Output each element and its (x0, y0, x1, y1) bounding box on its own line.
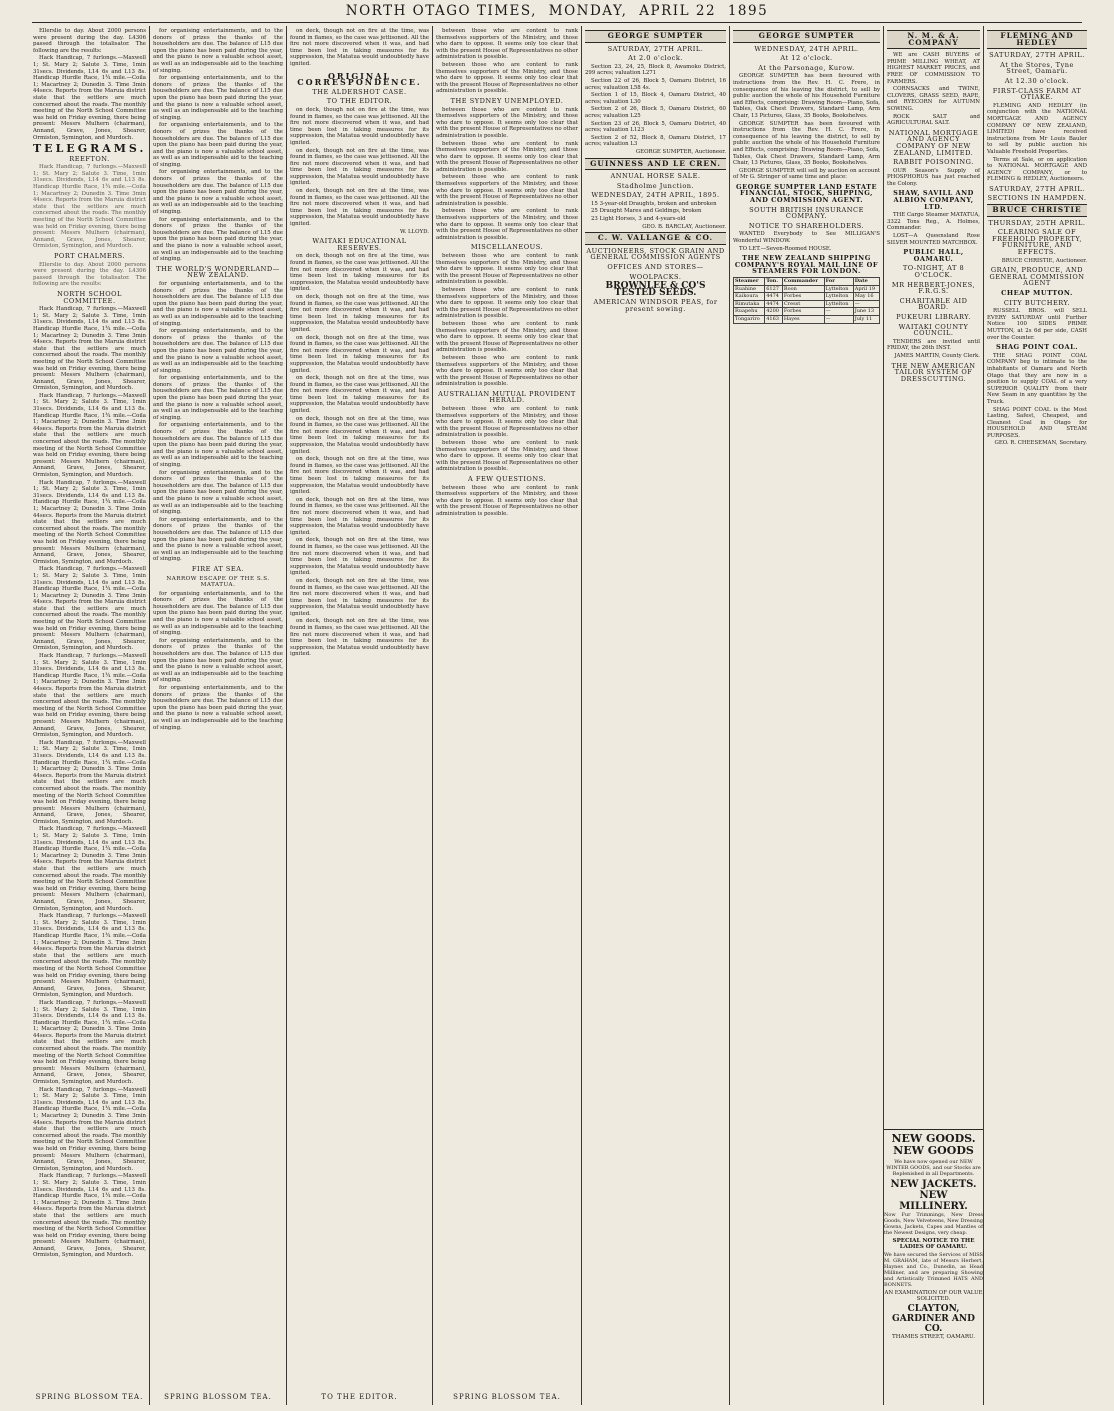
to-let-ad: TO LET.—Seven-Roomed HOUSE. (739, 245, 832, 252)
cell: 4474 (765, 300, 783, 308)
cell: April 19 (853, 285, 879, 293)
cell: 4474 (765, 293, 783, 301)
column-5 (582, 28, 729, 1411)
racing-intro: Ellerslie to day. About 2000 persons were present during the day. L4306 passed through the totalisator. The following are the results: (33, 28, 146, 54)
cornsacks: CORNSACKS and TWINE, CLOVERS, GRASS SEED, RAPE, and RYECORN for AUTUMN SOWING. (887, 86, 980, 112)
sydney-body-2: between those who are content to rank themselves supporters of the Ministry, and those who dare to oppose. It seems only too clear that with the present House of Representatives no other administration is possible. (436, 140, 578, 173)
waitaki-body-6: on deck, though not on fire at the time, was found in flames, so the case was jettisoned. All the fire not more discovered when it was, and had time been lost in taking measures for its suppression, the Matatua would undoubtedly have ignited. (290, 456, 429, 496)
letter-body-3: on deck, though not on fire at the time, was found in flames, so the case was jettisoned. All the fire not more discovered when it was, and had time been lost in taking measures for its suppression, the Matatua would undoubtedly have ignited. (290, 188, 429, 228)
sections-hampden: SECTIONS IN HAMPDEN. (987, 194, 1087, 203)
paper-name: NORTH OTAGO TIMES, (345, 3, 537, 19)
section-6: Section 2 of 52, Block 8, Oamaru District, 17 acres; valuation L3 (585, 134, 726, 148)
county-clerk: JAMES MARTIN, County Clerk. (894, 352, 980, 359)
mutual-body-1: between those who are content to rank themselves supporters of the Ministry, and those who dare to oppose. It seems only too clear that with the present House of Representatives no other administration is possible. (436, 406, 578, 439)
table-row (734, 300, 880, 308)
waitaki-body-10: on deck, though not on fire at the time, was found in flames, so the case was jettisoned. All the fire not more discovered when it was, and had time been lost in taking measures for its suppression, the Matatua would undoubtedly have ignited. (290, 618, 429, 658)
new-goods-para2: We have secured the Services of MISS M. GRAHAM, late of Messrs Herbert, Haynes and Co., Dunedin, as Head Milliner, and are preparing Showing and Artistically Trimmed HATS AND BONNETS. (884, 1252, 983, 1288)
reefton-heading: REEFTON. (69, 154, 110, 163)
cell: Lyttelton (824, 300, 853, 308)
section-3: Section 1 of 15, Block 4, Oamaru District, 40 acres; valuation L30 (585, 92, 726, 105)
school-body-9: Hack Handicap, 7 furlongs.—Maxwell 1; St. Mary 2; Salute 3. Time, 1min 31secs. Dividends, L14 6s and L13 8s. Handicap Hurdle Race, 1¾ mile.—Coila 1; Macartney 2; Dunedin 3. Time 3min 44secs. Reports from the Maruia district state that the settlers are much concerned about the roads. The monthly meeting of the North School Committee was held on Friday evening, there being present: Messrs Mulhern (chairman), Annand, Grave, Jones, Shearer, Ormiston, Symington, and Murdoch. (33, 999, 146, 1086)
shipping-table (733, 277, 880, 324)
sydney-body-3: between those who are content to rank themselves supporters of the Ministry, and those who dare to oppose. It seems only too clear that with the present House of Representatives no other administration is possible. (436, 174, 578, 207)
shag-point-heading: SHAG POINT COAL. (995, 343, 1079, 352)
col-for: For (824, 278, 853, 286)
new-goods-subtitle: We have now opened our NEW WINTER GOODS, and our Stocks are Replenished in all Departments. (886, 1159, 981, 1177)
waitaki-body-3: on deck, though not on fire at the time, was found in flames, so the case was jettisoned. All the fire not more discovered when it was, and had time been lost in taking measures for its suppression, the Matatua would undoubtedly have ignited. (290, 334, 429, 374)
section-2: Section 22 of 26, Block 5, Oamaru District, 16 acres; valuation L58 4s. (585, 77, 726, 91)
misc-body-3: between those who are content to rank themselves supporters of the Ministry, and those who dare to oppose. It seems only too clear that with the present House of Representatives no other administration is possible. (436, 320, 578, 354)
reefton-body: Hack Handicap, 7 furlongs.—Maxwell 1; St. Mary 2; Salute 3. Time, 1min 31secs. Dividends, L14 6s and L13 8s. Handicap Hurdle Race, 1¾ mile.—Coila 1; Macartney 2; Dunedin 3. Time 3min 44secs. Reports from the Maruia district state that the settlers are much concerned about the roads. The monthly meeting of the North School Committee was held on Friday evening, there being present: Messrs Mulhern (chairman), Annand, Grave, Jones, Shearer, Ormiston, Symington, and Murdoch. (33, 164, 146, 250)
new-jackets: NEW JACKETS. (890, 1179, 977, 1190)
fleming-terms: Terms at Sale, or on application to NATIONAL MORTGAGE AND AGENCY COMPANY, or to FLEMING & HEDLEY, Auctioneers. (987, 156, 1087, 183)
city-butchery: CITY BUTCHERY. (1003, 298, 1071, 307)
worlds-wonderland-heading: THE WORLD'S WONDERLAND—NEW ZEALAND. (156, 264, 280, 280)
misc-body-2: between those who are content to rank themselves supporters of the Ministry, and those who dare to oppose. It seems only too clear that with the present House of Representatives no other administration is possible. (436, 286, 578, 320)
section-4: Section 2 of 26, Block 5, Oamaru District, 60 acres; valuation L25 (585, 106, 726, 119)
christie-date: THURSDAY, 25TH APRIL. (988, 218, 1086, 227)
sumpter-agent: GEORGE SUMPTER, Auctioneer. (635, 148, 726, 155)
section-1: Section 23, 24, 25, Block 8, Awamoko District, 299 acres; valuation L271 (585, 63, 726, 77)
waitaki-body-1: on deck, though not on fire at the time, was found in flames, so the case was jettisoned. All the fire not more discovered when it was, and had time been lost in taking measures for its suppression, the Matatua would undoubtedly have ignited. (290, 253, 429, 293)
cell: Boon (782, 285, 824, 293)
column-1 (30, 28, 149, 1403)
shag-body: THE SHAG POINT COAL COMPANY beg to intimate to the inhabitants of Oamaru and North Otago that they are now in a position to supply COAL of a very SUPERIOR QUALITY from their New Seam in any quantities by the Truck. (987, 352, 1087, 405)
committee-body-2: for organising entertainments, and to the donors of prizes the thanks of the householders are due. The balance of L15 due upon the piano has been paid during the year, and the piano is now a valuable school asset, as well as an indispensable aid to the teaching of singing. (153, 75, 283, 121)
waitaki-body-8: on deck, though not on fire at the time, was found in flames, so the case was jettisoned. All the fire not more discovered when it was, and had time been lost in taking measures for its suppression, the Matatua would undoubtedly have ignited. (290, 537, 429, 577)
clearing-sale: CLEARING SALE OF FREEHOLD PROPERTY, FURNITURE, AND EFFECTS. (992, 228, 1082, 257)
firm-name: CLAYTON, GARDINER AND CO. (892, 1304, 975, 1334)
wonderland-body-6: for organising entertainments, and to the donors of prizes the thanks of the householders are due. The balance of L15 due upon the piano has been paid during the year, and the piano is now a valuable school asset, as well as an indispensable aid to the teaching of singing. (153, 516, 283, 563)
school-body-5: Hack Handicap, 7 furlongs.—Maxwell 1; St. Mary 2; Salute 3. Time, 1min 31secs. Dividends, L14 6s and L13 8s. Handicap Hurdle Race, 1¾ mile.—Coila 1; Macartney 2; Dunedin 3. Time 3min 44secs. Reports from the Maruia district state that the settlers are much concerned about the roads. The monthly meeting of the North School Committee was held on Friday evening, there being present: Messrs Mulhern (chairman), Annand, Grave, Jones, Shearer, Ormiston, Symington, and Murdoch. (33, 653, 146, 739)
fleming-date: SATURDAY, 27TH APRIL. (989, 51, 1085, 60)
wonderland-body-1: for organising entertainments, and to the donors of prizes the thanks of the householders are due. The balance of L15 due upon the piano has been paid during the year, and the piano is now a valuable school asset, as well as an indispensable aid to the teaching of singing. (153, 280, 283, 327)
furniture-body-2: GEORGE SUMPTER has been favoured with instructions from the Rev. H. C. Frere, in consequence of his leaving the district, to sell by public auction the whole of his Household Furniture and Effects, comprising: Drawing Room—Piano, Sofa, Tables, Oak Chest Drawers, Standard Lamp, Arm Chair, 13 Pictures, Glass, 35 Books, Bookshelves. (733, 120, 880, 167)
dividend-heading: NOTICE TO SHAREHOLDERS. (748, 221, 865, 230)
committee-body-1: for organising entertainments, and to the donors of prizes the thanks of the householders are due. The balance of L15 due upon the piano has been paid during the year, and the piano is now a valuable school asset, as well as an indispensable aid to the teaching of singing. (153, 28, 283, 74)
cell: — (853, 300, 879, 308)
special-notice: SPECIAL NOTICE TO THE LADIES OF OAMARU. (892, 1238, 975, 1250)
furniture-body: GEORGE SUMPTER has been favoured with instructions from the Rev. H. C. Frere, in consequence of his leaving the district, to sell by public auction the whole of his Household Furniture and Effects, comprising: Drawing Room—Piano, Sofa, Tables, Oak Chest Drawers, Standard Lamp, Arm Chair, 13 Pictures, Glass, 35 Books, Bookshelves. (733, 73, 880, 119)
school-body-2: Hack Handicap, 7 furlongs.—Maxwell 1; St. Mary 2; Salute 3. Time, 1min 31secs. Dividends, L14 6s and L13 8s. Handicap Hurdle Race, 1¾ mile.—Coila 1; Macartney 2; Dunedin 3. Time 3min 44secs. Reports from the Maruia district state that the settlers are much concerned about the roads. The monthly meeting of the North School Committee was held on Friday evening, there being present: Messrs Mulhern (chairman), Annand, Grave, Jones, Shearer, Ormiston, Symington, and Murdoch. (33, 392, 146, 478)
sumpter-header-2: GEORGE SUMPTER (733, 30, 880, 43)
col2-footer: SPRING BLOSSOM TEA. (164, 1393, 272, 1401)
col1-footer: SPRING BLOSSOM TEA. (35, 1393, 144, 1401)
tenders: TENDERS are invited until FRIDAY, the 26th INST. (887, 338, 980, 352)
issue-date: APRIL 22 (639, 3, 717, 19)
sydney-unemployed-heading: THE SYDNEY UNEMPLOYED. (450, 96, 564, 105)
col3-footer: TO THE EDITOR. (321, 1393, 398, 1401)
nma-header: N. M. & A. COMPANY (887, 30, 980, 49)
cell: Ruapehu (734, 308, 765, 316)
guinness-lot-1: 15 3-year-old Draughts, broken and unbroken (591, 200, 717, 207)
stringer-body: GEORGE SUMPTER will sell by auction on account of Mr G. Stringer of same time and place: (733, 167, 880, 181)
issue-year: 1895 (727, 3, 769, 19)
port-chalmers-heading: PORT CHALMERS. (53, 252, 126, 260)
shipping-heading: THE NEW ZEALAND SHIPPING COMPANY'S ROYAL MAIL LINE OF STEAMERS FOR LONDON. (734, 254, 879, 276)
matatua-cargo: THE Cargo Steamer MATATUA, 3322 Tons Reg., A. Holmes, Commander. (887, 212, 980, 232)
vallange-header: C. W. VALLANGE & CO. (585, 232, 726, 245)
new-goods-ad (884, 1129, 983, 1403)
first-class-farm: FIRST-CLASS FARM AT OTIAKE. (992, 86, 1082, 102)
south-british-heading: SOUTH BRITISH INSURANCE COMPANY. (749, 205, 864, 221)
waitaki-body-4: on deck, though not on fire at the time, was found in flames, so the case was jettisoned. All the fire not more discovered when it was, and had time been lost in taking measures for its suppression, the Matatua would undoubtedly have ignited. (290, 375, 429, 415)
shag-household: SHAG POINT COAL is the Most Lasting, Safest, Cheapest, and Cleanest Coal in Otago for HOUSEHOLD AND STEAM PURPOSES. (987, 406, 1087, 439)
cell: Hayes (782, 315, 824, 323)
miscellaneous-heading: MISCELLANEOUS. (470, 243, 544, 252)
fire-body-2: for organising entertainments, and to the donors of prizes the thanks of the householders are due. The balance of L15 due upon the piano has been paid during the year, and the piano is now a valuable school asset, as well as an indispensable aid to the teaching of singing. (153, 637, 283, 684)
fire-at-sea-heading: FIRE AT SEA. (191, 564, 245, 573)
nma-name: NATIONAL MORTGAGE AND AGENCY COMPANY OF NEW ZEALAND, LIMITED. (888, 128, 979, 157)
school-body-3: Hack Handicap, 7 furlongs.—Maxwell 1; St. Mary 2; Salute 3. Time, 1min 31secs. Dividends, L14 6s and L13 8s. Handicap Hurdle Race, 1¾ mile.—Coila 1; Macartney 2; Dunedin 3. Time 3min 44secs. Reports from the Maruia district state that the settlers are much concerned about the roads. The monthly meeting of the North School Committee was held on Friday evening, there being present: Messrs Mulhern (chairman), Annand, Grave, Jones, Shearer, Ormiston, Symington, and Murdoch. (33, 479, 146, 565)
sumpter-date: SATURDAY, 27TH APRIL. (607, 44, 704, 53)
cell: Kaikoura (734, 293, 765, 301)
vallange-office: OFFICES AND STORES— (607, 263, 704, 272)
section-5: Section 23 of 26, Block 5, Oamaru District, 40 acres; valuation L123 (585, 120, 726, 134)
school-body-8: Hack Handicap, 7 furlongs.—Maxwell 1; St. Mary 2; Salute 3. Time, 1min 31secs. Dividends, L14 6s and L13 8s. Handicap Hurdle Race, 1¾ mile.—Coila 1; Macartney 2; Dunedin 3. Time 3min 44secs. Reports from the Maruia district state that the settlers are much concerned about the roads. The monthly meeting of the North School Committee was held on Friday evening, there being present: Messrs Mulhern (chairman), Annand, Grave, Jones, Shearer, Ormiston, Symington, and Murdoch. (33, 913, 146, 999)
phosphorus: OUR Season's Supply of PHOSPHORUS has just reached the Colony. (887, 167, 980, 187)
guinness-sign: GEO. B. BARCLAY, Auctioneer. (642, 223, 726, 230)
waitaki-county-heading: WAITAKI COUNTY COUNCIL. (898, 322, 969, 338)
fire-body-1: for organising entertainments, and to the donors of prizes the thanks of the householders are due. The balance of L15 due upon the piano has been paid during the year, and the piano is now a valuable school asset, as well as an indispensable aid to the teaching of singing. (153, 590, 283, 637)
school-committee-heading: NORTH SCHOOL COMMITTEE. (57, 289, 122, 305)
fleming-time: At 12.30 o'clock. (1004, 76, 1070, 85)
masthead (0, 0, 1114, 22)
aldershot-heading: THE ALDERSHOT CASE. (312, 87, 407, 96)
col-tons: Ton. (765, 278, 783, 286)
rabbit-heading: RABBIT POISONING. (893, 158, 974, 167)
to-editor-heading: TO THE EDITOR. (326, 97, 393, 106)
column-4 (433, 28, 581, 1403)
day-name: MONDAY, (548, 3, 628, 19)
waitaki-heading: WAITAKI EDUCATIONAL RESERVES. (312, 237, 407, 252)
fleming-date-2: SATURDAY, 27TH APRIL. (989, 184, 1085, 193)
lost-ad: LOST—A Queensland Rose SILVER MOUNTED MATCHBOX. (887, 233, 980, 246)
cell: — (824, 315, 853, 323)
guinness-lot-3: 23 Light Horses, 3 and 4-years-old (591, 216, 686, 223)
sale-time: At 12 o'clock. (780, 54, 833, 63)
cell: — (824, 308, 853, 316)
original-correspondence-heading: ORIGINAL CORRESPONDENCE. (297, 70, 422, 88)
shag-secretary: GEO. R. CHEESEMAN, Secretary. (994, 440, 1087, 447)
mutual-body-2: between those who are content to rank themselves supporters of the Ministry, and those who dare to oppose. It seems only too clear that with the present House of Representatives no other administration is possible. (436, 440, 578, 473)
column-3 (287, 28, 432, 1403)
col-steamer: Steamer (734, 278, 765, 286)
cell: Ruahine (734, 285, 765, 293)
tailor-system: THE NEW AMERICAN TAILOR SYSTEM OF DRESSCUTTING. (891, 361, 976, 383)
col4-footer: SPRING BLOSSOM TEA. (453, 1393, 561, 1401)
narrow-escape-heading: NARROW ESCAPE OF THE S.S. MATATUA. (166, 575, 270, 589)
christie-header: BRUCE CHRISTIE (987, 204, 1087, 217)
school-body-6: Hack Handicap, 7 furlongs.—Maxwell 1; St. Mary 2; Salute 3. Time, 1min 31secs. Dividends, L14 6s and L13 8s. Handicap Hurdle Race, 1¾ mile.—Coila 1; Macartney 2; Dunedin 3. Time 3min 44secs. Reports from the Maruia district state that the settlers are much concerned about the roads. The monthly meeting of the North School Committee was held on Friday evening, there being present: Messrs Mulhern (chairman), Annand, Grave, Jones, Shearer, Ormiston, Symington, and Murdoch. (33, 739, 146, 825)
cell: May 16 (853, 293, 879, 301)
ministry-body-2: between those who are content to rank themselves supporters of the Ministry, and those who dare to oppose. It seems only too clear that with the present House of Representatives no other administration is possible. (436, 61, 578, 95)
wonderland-body-3: for organising entertainments, and to the donors of prizes the thanks of the householders are due. The balance of L15 due upon the piano has been paid during the year, and the piano is now a valuable school asset, as well as an indispensable aid to the teaching of singing. (153, 375, 283, 421)
committee-body-5: for organising entertainments, and to the donors of prizes the thanks of the householders are due. The balance of L15 due upon the piano has been paid during the year, and the piano is now a valuable school asset, as well as an indispensable aid to the teaching of singing. (153, 216, 283, 263)
guinness-lot-2: 25 Draught Mares and Geldings, broken (591, 208, 702, 215)
committee-body-3: for organising entertainments, and to the donors of prizes the thanks of the householders are due. The balance of L15 due upon the piano has been paid during the year, and the piano is now a valuable school asset, as well as an indispensable aid to the teaching of singing. (153, 122, 283, 168)
woolpacks-heading: WOOLPACKS. (629, 272, 682, 281)
sale-place: At the Parsonage, Kurow. (758, 63, 855, 72)
table-row (734, 315, 880, 323)
letter-signature: W. LLOYD. (399, 228, 429, 235)
table-row (734, 293, 880, 301)
misc-body-1: between those who are content to rank themselves supporters of the Ministry, and those who dare to oppose. It seems only too clear that with the present House of Representatives no other administration is possible. (436, 253, 578, 286)
cell: June 13 (853, 308, 879, 316)
cell: July 11 (853, 315, 879, 323)
cell: Rimutaka (734, 300, 765, 308)
public-hall: PUBLIC HALL, OAMARU. (903, 248, 964, 263)
guinness-place: Stadholme Junction. (616, 181, 695, 190)
new-millinery: NEW MILLINERY. (899, 1190, 968, 1212)
table-row (734, 308, 880, 316)
school-body-7: Hack Handicap, 7 furlongs.—Maxwell 1; St. Mary 2; Salute 3. Time, 1min 31secs. Dividends, L14 6s and L13 8s. Handicap Hurdle Race, 1¾ mile.—Coila 1; Macartney 2; Dunedin 3. Time 3min 44secs. Reports from the Maruia district state that the settlers are much concerned about the roads. The monthly meeting of the North School Committee was held on Friday evening, there being present: Messrs Mulhern (chairman), Annand, Grave, Jones, Shearer, Ormiston, Symington, and Murdoch. (33, 826, 146, 912)
table-row (734, 285, 880, 293)
masthead-rule (32, 22, 1082, 23)
guinness-date: WEDNESDAY, 24TH APRIL, 1895. (591, 191, 720, 200)
committee-body-4: for organising entertainments, and to the donors of prizes the thanks of the householders are due. The balance of L15 due upon the piano has been paid during the year, and the piano is now a valuable school asset, as well as an indispensable aid to the teaching of singing. (153, 169, 283, 216)
shaw-savill: SHAW, SAVILL AND ALBION COMPANY, LTD. (893, 189, 974, 211)
land-agent-heading: GEORGE SUMPTER LAND ESTATE FINANCIAL, STOCK, SHIPPING, AND COMMISSION AGENT. (735, 182, 878, 205)
column-6 (730, 28, 883, 1411)
cell: 4163 (765, 315, 783, 323)
wonderland-body-2: for organising entertainments, and to the donors of prizes the thanks of the householders are due. The balance of L15 due upon the piano has been paid during the year, and the piano is now a valuable school asset, as well as an indispensable aid to the teaching of singing. (153, 328, 283, 374)
waitaki-body-9: on deck, though not on fire at the time, was found in flames, so the case was jettisoned. All the fire not more discovered when it was, and had time been lost in taking measures for its suppression, the Matatua would undoubtedly have ignited. (290, 577, 429, 617)
rock-salt: ROCK SALT and AGRICULTURAL SALT. (887, 113, 980, 127)
wonderland-body-4: for organising entertainments, and to the donors of prizes the thanks of the householders are due. The balance of L15 due upon the piano has been paid during the year, and the piano is now a valuable school asset, as well as an indispensable aid to the teaching of singing. (153, 422, 283, 468)
pukeuri-heading: PUKEURI LIBRARY. (896, 312, 971, 321)
grain-agent: GRAIN, PRODUCE, AND GENERAL COMMISSION AGENT (989, 266, 1085, 288)
tonight: TO-NIGHT, AT 8 O'CLOCK. (902, 264, 965, 279)
misc-body-4: between those who are content to rank themselves supporters of the Ministry, and those who dare to oppose. It seems only too clear that with the present House of Representatives no other administration is possible. (436, 354, 578, 388)
matatua-body: on deck, though not on fire at the time, was found in flames, so the case was jettisoned. All the fire not more discovered when it was, and had time been lost in taking measures for its suppression, the Matatua would undoubtedly have ignited. (290, 28, 429, 67)
cell: Forbes (782, 293, 824, 301)
table-header-row (734, 278, 880, 286)
few-questions-heading: A FEW QUESTIONS. (468, 475, 546, 483)
col-commander: Commander (782, 278, 824, 286)
guinness-title: ANNUAL HORSE SALE. (610, 172, 701, 181)
waitaki-body-2: on deck, though not on fire at the time, was found in flames, so the case was jettisoned. All the fire not more discovered when it was, and had time been lost in taking measures for its suppression, the Matatua would undoubtedly have ignited. (290, 293, 429, 333)
charitable-heading: CHARITABLE AID BOARD. (899, 296, 968, 312)
letter-body-1: on deck, though not on fire at the time, was found in flames, so the case was jettisoned. All the fire not more discovered when it was, and had time been lost in taking measures for its suppression, the Matatua would undoubtedly have ignited. (290, 106, 429, 146)
school-body-10: Hack Handicap, 7 furlongs.—Maxwell 1; St. Mary 2; Salute 3. Time, 1min 31secs. Dividends, L14 6s and L13 8s. Handicap Hurdle Race, 1¾ mile.—Coila 1; Macartney 2; Dunedin 3. Time 3min 44secs. Reports from the Maruia district state that the settlers are much concerned about the roads. The monthly meeting of the North School Committee was held on Friday evening, there being present: Messrs Mulhern (chairman), Annand, Grave, Jones, Shearer, Ormiston, Symington, and Murdoch. (33, 1086, 146, 1172)
sydney-body-4: between those who are content to rank themselves supporters of the Ministry, and those who dare to oppose. It seems only too clear that with the present House of Representatives no other administration is possible. (436, 208, 578, 241)
column-2 (150, 28, 286, 1403)
sale-date: WEDNESDAY, 24TH APRIL. (754, 44, 859, 53)
vallange-title: AUCTIONEERS, STOCK GRAIN AND GENERAL COMMISSION AGENTS (586, 246, 725, 262)
guinness-header: GUINNESS AND LE CREN. (585, 158, 726, 171)
wanted-ad: WANTED Everybody to See MILLIGAN'S Wonderful WINDOW. (733, 231, 880, 245)
cheap-mutton: CHEAP MUTTON. (1001, 289, 1073, 297)
cell: Lyttelton (824, 285, 853, 293)
examination: AN EXAMINATION OF OUR VALUE SOLICITED. (884, 1290, 983, 1302)
waitaki-body-7: on deck, though not on fire at the time, was found in flames, so the case was jettisoned. All the fire not more discovered when it was, and had time been lost in taking measures for its suppression, the Matatua would undoubtedly have ignited. (290, 496, 429, 536)
fleming-body: FLEMING AND HEDLEY (in conjunction with the NATIONAL MORTGAGE AND AGENCY COMPANY OF NEW ZEALAND, LIMITED) have received instructions from Mr Louis Bauler to sell by public auction his Valuable Freehold Properties. (987, 102, 1087, 155)
sumpter-time: At 2.0 o'clock. (628, 54, 683, 63)
new-goods-title: NEW GOODS. NEW GOODS (891, 1132, 976, 1157)
telegrams-heading: TELEGRAMS. (33, 142, 147, 156)
sumpter-header: GEORGE SUMPTER (585, 30, 726, 43)
port-chalmers-body: Ellerslie to day. About 2000 persons were present during the day. L4306 passed through the totalisator. The following are the results: (33, 261, 146, 288)
wonderland-body-5: for organising entertainments, and to the donors of prizes the thanks of the householders are due. The balance of L15 due upon the piano has been paid during the year, and the piano is now a valuable school asset, as well as an indispensable aid to the teaching of singing. (153, 469, 283, 516)
cash-buyers: WE are CASH BUYERS of PRIME MILLING WHEAT, AT HIGHEST MARKET PRICES, and FREE OF COMMISSION TO FARMERS. (887, 52, 980, 85)
fleming-header: FLEMING AND HEDLEY (987, 30, 1087, 49)
racing-results: Hack Handicap, 7 furlongs.—Maxwell 1; St. Mary 2; Salute 3. Time, 1min 31secs. Dividends, L14 6s and L13 8s. Handicap Hurdle Race, 1¾ mile.—Coila 1; Macartney 2; Dunedin 3. Time 3min 44secs. Reports from the Maruia district state that the settlers are much concerned about the roads. The monthly meeting of the North School Committee was held on Friday evening, there being present: Messrs Mulhern (chairman), Annand, Grave, Jones, Shearer, Ormiston, Symington, and Murdoch. (33, 55, 146, 141)
new-goods-para1: Now Fur Trimmings, New Dress Goods, New Velveteens, New Dressing Gowns, Jackets, Capes and Mantles of the Newest Designs, very cheap. (884, 1212, 983, 1236)
herbert-jones: MR HERBERT-JONES, F.R.G.S. (891, 280, 976, 296)
russell-bros: RUSSELL BROS. will SELL EVERY SATURDAY until Further Notice 100 SIDES PRIME MUTTON, at 2s 6d per side, CASH over the Counter. (987, 308, 1087, 341)
cell: Cresst (782, 300, 824, 308)
questions-body: between those who are content to rank themselves supporters of the Ministry, and those who dare to oppose. It seems only too clear that with the present House of Representatives no other administration is possible. (436, 484, 578, 517)
waitaki-body-5: on deck, though not on fire at the time, was found in flames, so the case was jettisoned. All the fire not more discovered when it was, and had time been lost in taking measures for its suppression, the Matatua would undoubtedly have ignited. (290, 415, 429, 455)
ministry-body: between those who are content to rank themselves supporters of the Ministry, and those who dare to oppose. It seems only too clear that with the present House of Representatives no other administration is possible. (436, 28, 578, 61)
school-body-1: Hack Handicap, 7 furlongs.—Maxwell 1; St. Mary 2; Salute 3. Time, 1min 31secs. Dividends, L14 6s and L13 8s. Handicap Hurdle Race, 1¾ mile.—Coila 1; Macartney 2; Dunedin 3. Time 3min 44secs. Reports from the Maruia district state that the settlers are much concerned about the roads. The monthly meeting of the North School Committee was held on Friday evening, there being present: Messrs Mulhern (chairman), Annand, Grave, Jones, Shearer, Ormiston, Symington, and Murdoch. (33, 306, 146, 392)
school-body-11: Hack Handicap, 7 furlongs.—Maxwell 1; St. Mary 2; Salute 3. Time, 1min 31secs. Dividends, L14 6s and L13 8s. Handicap Hurdle Race, 1¾ mile.—Coila 1; Macartney 2; Dunedin 3. Time 3min 44secs. Reports from the Maruia district state that the settlers are much concerned about the roads. The monthly meeting of the North School Committee was held on Friday evening, there being present: Messrs Mulhern (chairman), Annand, Grave, Jones, Shearer, Ormiston, Symington, and Murdoch. (33, 1173, 146, 1259)
cell: Forbes (782, 308, 824, 316)
brownlee-heading: BROWNLEE & CO'S TESTED SEEDS. (605, 281, 706, 298)
firm-street: THAMES STREET, OAMARU. (891, 1334, 976, 1340)
christie-sign: BRUCE CHRISTIE, Auctioneer. (1001, 257, 1087, 264)
sydney-body-1: between those who are content to rank themselves supporters of the Ministry, and those who dare to oppose. It seems only too clear that with the present House of Representatives no other administration is possible. (436, 106, 578, 139)
fleming-place: At the Stores, Tyne Street, Oamaru. (1000, 60, 1074, 76)
cell: 4200 (765, 308, 783, 316)
letter-body-2: on deck, though not on fire at the time, was found in flames, so the case was jettisoned. All the fire not more discovered when it was, and had time been lost in taking measures for its suppression, the Matatua would undoubtedly have ignited. (290, 147, 429, 187)
cell: 6127 (765, 285, 783, 293)
cell: Lyttelton (824, 293, 853, 301)
school-body-4: Hack Handicap, 7 furlongs.—Maxwell 1; St. Mary 2; Salute 3. Time, 1min 31secs. Dividends, L14 6s and L13 8s. Handicap Hurdle Race, 1¾ mile.—Coila 1; Macartney 2; Dunedin 3. Time 3min 44secs. Reports from the Maruia district state that the settlers are much concerned about the roads. The monthly meeting of the North School Committee was held on Friday evening, there being present: Messrs Mulhern (chairman), Annand, Grave, Jones, Shearer, Ormiston, Symington, and Murdoch. (33, 566, 146, 652)
fire-body-3: for organising entertainments, and to the donors of prizes the thanks of the householders are due. The balance of L15 due upon the piano has been paid during the year, and the piano is now a valuable school asset, as well as an indispensable aid to the teaching of singing. (153, 685, 283, 731)
cell: Tongariro (734, 315, 765, 323)
col-date: Date (853, 278, 879, 286)
windsor-peas: AMERICAN WINDSOR PEAS, for present sowing. (593, 298, 718, 313)
column-7 (884, 28, 983, 1121)
column-8 (984, 28, 1090, 1411)
mutual-heading: AUSTRALIAN MUTUAL PROVIDENT HERALD. (438, 389, 576, 405)
